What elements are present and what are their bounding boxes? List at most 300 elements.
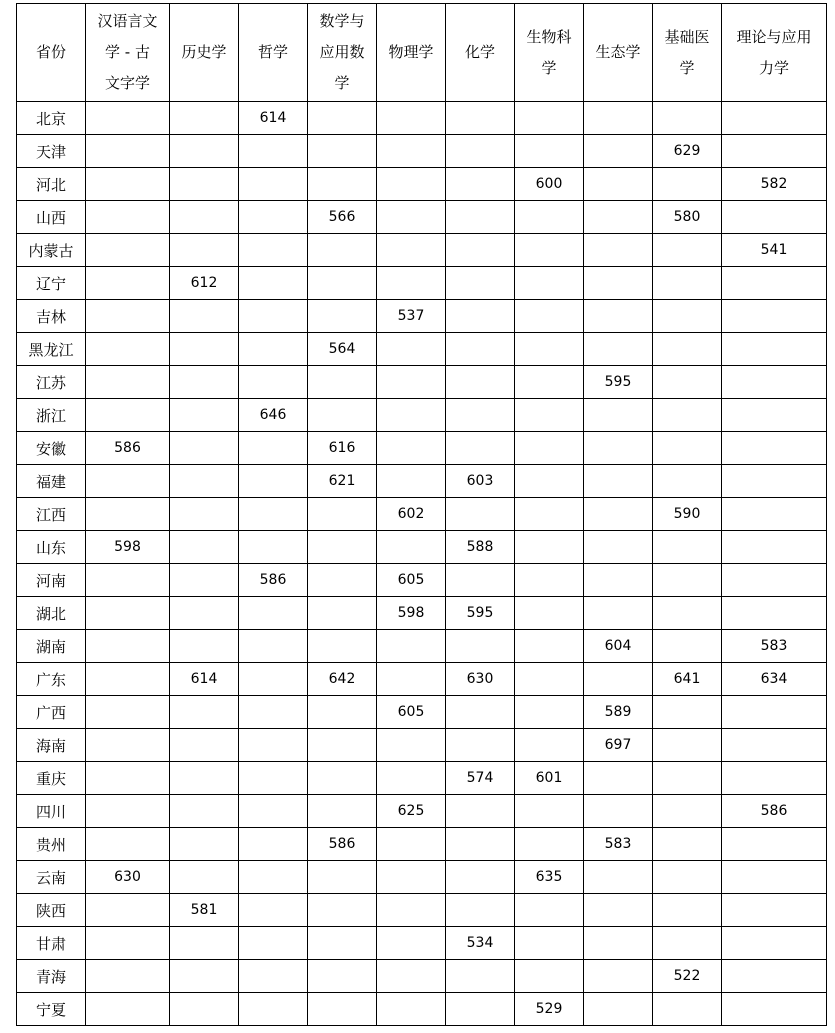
score-cell [515, 498, 584, 531]
score-cell [722, 432, 827, 465]
score-cell: 574 [446, 762, 515, 795]
score-cell: 541 [722, 234, 827, 267]
table-row [17, 630, 827, 663]
province-cell: 广西 [17, 696, 86, 729]
score-cell [377, 729, 446, 762]
score-cell [446, 795, 515, 828]
score-cell [584, 762, 653, 795]
province-cell: 重庆 [17, 762, 86, 795]
score-cell: 595 [446, 597, 515, 630]
score-cell [308, 729, 377, 762]
score-cell [722, 366, 827, 399]
score-cell [308, 366, 377, 399]
header-row [17, 4, 827, 102]
score-cell [446, 960, 515, 993]
score-cell [170, 696, 239, 729]
province-cell: 北京 [17, 102, 86, 135]
score-cell [86, 102, 170, 135]
score-cell [239, 894, 308, 927]
province-cell: 黑龙江 [17, 333, 86, 366]
score-cell [722, 267, 827, 300]
score-cell [653, 333, 722, 366]
score-cell [515, 696, 584, 729]
score-cell [170, 201, 239, 234]
score-cell: 646 [239, 399, 308, 432]
score-cell [515, 960, 584, 993]
table-row [17, 498, 827, 531]
score-cell: 634 [722, 663, 827, 696]
score-cell [170, 102, 239, 135]
score-cell [86, 696, 170, 729]
column-header-line: 学 [334, 74, 350, 92]
score-cell [722, 729, 827, 762]
score-cell [377, 762, 446, 795]
score-cell [86, 366, 170, 399]
score-cell: 598 [377, 597, 446, 630]
score-cell [653, 729, 722, 762]
score-cell [308, 762, 377, 795]
score-cell [239, 267, 308, 300]
score-cell: 601 [515, 762, 584, 795]
score-cell [308, 102, 377, 135]
table-row [17, 168, 827, 201]
score-cell [377, 333, 446, 366]
column-header [170, 4, 239, 102]
score-cell [86, 795, 170, 828]
score-cell: 583 [722, 630, 827, 663]
column-header [86, 4, 170, 102]
score-cell [377, 531, 446, 564]
score-cell [515, 597, 584, 630]
score-cell [170, 135, 239, 168]
score-cell [86, 399, 170, 432]
score-cell: 583 [584, 828, 653, 861]
province-cell: 河北 [17, 168, 86, 201]
table-row [17, 135, 827, 168]
score-cell: 642 [308, 663, 377, 696]
table-row [17, 993, 827, 1026]
score-cell [377, 630, 446, 663]
column-header-line: 学 [679, 58, 695, 77]
score-cell [239, 531, 308, 564]
score-cell [86, 663, 170, 696]
table-row [17, 762, 827, 795]
table-row [17, 333, 827, 366]
score-cell [377, 894, 446, 927]
score-cell [377, 465, 446, 498]
score-cell [515, 399, 584, 432]
score-cell: 630 [446, 663, 515, 696]
table-row [17, 663, 827, 696]
score-cell [515, 894, 584, 927]
score-cell [239, 960, 308, 993]
column-header [17, 4, 86, 102]
province-cell: 安徽 [17, 432, 86, 465]
column-header-line: 基础医 [664, 27, 710, 46]
table-row [17, 597, 827, 630]
score-cell [308, 960, 377, 993]
score-cell [170, 993, 239, 1026]
column-header-line: 应用数 [319, 43, 365, 61]
column-header [653, 4, 722, 102]
score-cell: 580 [653, 201, 722, 234]
score-cell: 635 [515, 861, 584, 894]
province-cell: 天津 [17, 135, 86, 168]
table-body [17, 102, 827, 1026]
score-cell [377, 927, 446, 960]
score-cell: 590 [653, 498, 722, 531]
province-cell: 湖北 [17, 597, 86, 630]
score-cell [584, 432, 653, 465]
table-row [17, 795, 827, 828]
score-cell [515, 630, 584, 663]
province-cell: 广东 [17, 663, 86, 696]
score-cell [377, 201, 446, 234]
score-cell: 604 [584, 630, 653, 663]
score-cell [515, 795, 584, 828]
score-cell [308, 861, 377, 894]
score-cell [515, 927, 584, 960]
score-cell [722, 531, 827, 564]
score-cell [446, 861, 515, 894]
score-cell: 603 [446, 465, 515, 498]
score-cell [239, 828, 308, 861]
score-cell [308, 300, 377, 333]
score-cell: 595 [584, 366, 653, 399]
score-cell [308, 531, 377, 564]
score-cell: 529 [515, 993, 584, 1026]
province-cell: 贵州 [17, 828, 86, 861]
score-cell: 589 [584, 696, 653, 729]
score-cell [170, 960, 239, 993]
score-cell [653, 531, 722, 564]
score-cell [515, 663, 584, 696]
table-row [17, 531, 827, 564]
score-cell [308, 894, 377, 927]
score-cell [239, 234, 308, 267]
score-cell [170, 234, 239, 267]
score-cell [653, 861, 722, 894]
score-cell [653, 234, 722, 267]
score-cell [377, 663, 446, 696]
score-cell [446, 894, 515, 927]
province-cell: 海南 [17, 729, 86, 762]
score-cell [170, 168, 239, 201]
score-cell [239, 993, 308, 1026]
score-cell [653, 828, 722, 861]
score-cell: 616 [308, 432, 377, 465]
score-cell: 586 [308, 828, 377, 861]
score-cell [308, 630, 377, 663]
score-cell [653, 927, 722, 960]
score-cell [377, 102, 446, 135]
table-row [17, 696, 827, 729]
score-cell: 586 [239, 564, 308, 597]
score-cell [446, 267, 515, 300]
score-cell [584, 333, 653, 366]
score-cell [653, 993, 722, 1026]
score-cell [170, 399, 239, 432]
table-row [17, 300, 827, 333]
score-cell [653, 762, 722, 795]
score-cell [584, 465, 653, 498]
score-cell [515, 531, 584, 564]
score-cell [377, 234, 446, 267]
score-cell [170, 531, 239, 564]
table-row [17, 861, 827, 894]
score-cell [170, 861, 239, 894]
score-cell [86, 894, 170, 927]
score-cell [515, 564, 584, 597]
score-cell [170, 300, 239, 333]
score-cell [515, 828, 584, 861]
score-cell: 522 [653, 960, 722, 993]
score-cell: 588 [446, 531, 515, 564]
score-cell: 537 [377, 300, 446, 333]
score-cell [239, 927, 308, 960]
score-cell [239, 465, 308, 498]
score-cell [446, 729, 515, 762]
score-cell [584, 300, 653, 333]
score-cell [584, 201, 653, 234]
score-cell [239, 201, 308, 234]
score-cell [377, 366, 446, 399]
score-cell [446, 399, 515, 432]
score-cell [653, 168, 722, 201]
table-row [17, 729, 827, 762]
score-cell [239, 729, 308, 762]
score-cell [239, 498, 308, 531]
province-cell: 辽宁 [17, 267, 86, 300]
score-cell [722, 861, 827, 894]
score-cell [515, 729, 584, 762]
score-cell [308, 993, 377, 1026]
score-cell [722, 135, 827, 168]
score-cell [170, 465, 239, 498]
score-cell [446, 366, 515, 399]
province-cell: 江苏 [17, 366, 86, 399]
score-cell: 598 [86, 531, 170, 564]
score-cell [86, 135, 170, 168]
score-cell [722, 762, 827, 795]
score-cell [377, 399, 446, 432]
score-cell [584, 498, 653, 531]
table-row [17, 894, 827, 927]
score-cell [86, 333, 170, 366]
score-cell [584, 267, 653, 300]
table-row [17, 960, 827, 993]
table-row [17, 267, 827, 300]
score-cell [170, 828, 239, 861]
score-cell [86, 300, 170, 333]
score-cell [377, 135, 446, 168]
table-row [17, 366, 827, 399]
score-cell: 586 [722, 795, 827, 828]
score-cell [722, 201, 827, 234]
score-cell [170, 729, 239, 762]
column-header-line: 数学与 [319, 12, 365, 30]
score-cell: 605 [377, 696, 446, 729]
score-cell: 612 [170, 267, 239, 300]
province-cell: 四川 [17, 795, 86, 828]
score-cell [377, 828, 446, 861]
score-cell [239, 795, 308, 828]
score-cell [722, 333, 827, 366]
score-cell [584, 234, 653, 267]
score-cell [584, 135, 653, 168]
score-cell [308, 399, 377, 432]
score-cell [653, 894, 722, 927]
score-cell [86, 960, 170, 993]
score-cell: 697 [584, 729, 653, 762]
score-cell [239, 597, 308, 630]
column-header-line: 学 - 古 [105, 43, 150, 61]
score-cell [515, 465, 584, 498]
province-cell: 福建 [17, 465, 86, 498]
score-cell [239, 366, 308, 399]
table-row [17, 201, 827, 234]
score-cell [722, 465, 827, 498]
score-cell: 630 [86, 861, 170, 894]
score-cell [722, 828, 827, 861]
score-cell [446, 828, 515, 861]
score-cell [446, 993, 515, 1026]
score-cell [377, 960, 446, 993]
score-cell [515, 300, 584, 333]
province-cell: 青海 [17, 960, 86, 993]
score-cell [170, 564, 239, 597]
score-cell [722, 102, 827, 135]
score-cell [653, 102, 722, 135]
score-cell [170, 597, 239, 630]
column-header-line: 学 [541, 58, 557, 77]
score-cell [584, 993, 653, 1026]
column-header-line: 省份 [35, 43, 66, 61]
score-cell [653, 795, 722, 828]
score-cell [86, 630, 170, 663]
score-cell [86, 927, 170, 960]
score-cell [308, 696, 377, 729]
score-cell [86, 762, 170, 795]
score-cell [377, 267, 446, 300]
score-cell: 582 [722, 168, 827, 201]
score-cell: 641 [653, 663, 722, 696]
score-cell: 614 [170, 663, 239, 696]
score-cell [239, 762, 308, 795]
score-cell [377, 993, 446, 1026]
score-cell [170, 795, 239, 828]
table-row [17, 564, 827, 597]
score-cell [239, 630, 308, 663]
score-cell [308, 927, 377, 960]
score-cell [308, 267, 377, 300]
score-cell [308, 498, 377, 531]
score-cell [86, 267, 170, 300]
column-header-line: 生物科 [526, 27, 572, 46]
score-cell [515, 267, 584, 300]
score-cell [515, 135, 584, 168]
score-cell [170, 432, 239, 465]
score-cell: 534 [446, 927, 515, 960]
score-cell [170, 333, 239, 366]
score-cell [170, 630, 239, 663]
province-cell: 云南 [17, 861, 86, 894]
score-cell [446, 234, 515, 267]
score-cell [377, 168, 446, 201]
column-header-line: 化学 [464, 43, 495, 61]
score-cell [653, 366, 722, 399]
score-cell [86, 828, 170, 861]
score-cell: 625 [377, 795, 446, 828]
score-cell [722, 564, 827, 597]
score-cell [86, 168, 170, 201]
table-row [17, 234, 827, 267]
score-cell [584, 894, 653, 927]
score-cell [722, 300, 827, 333]
score-cell [170, 498, 239, 531]
column-header-line: 哲学 [257, 43, 288, 61]
score-cell [446, 201, 515, 234]
score-cell [308, 795, 377, 828]
score-cell [584, 663, 653, 696]
score-cell [308, 597, 377, 630]
column-header-line: 理论与应用 [736, 27, 812, 46]
score-cell [170, 366, 239, 399]
score-cell: 605 [377, 564, 446, 597]
score-cell [86, 498, 170, 531]
column-header [515, 4, 584, 102]
score-cell [584, 531, 653, 564]
province-cell: 江西 [17, 498, 86, 531]
score-cell [653, 696, 722, 729]
column-header-line: 汉语言文 [97, 12, 158, 30]
score-cell [515, 366, 584, 399]
score-cell [722, 927, 827, 960]
province-cell: 内蒙古 [17, 234, 86, 267]
score-cell [653, 597, 722, 630]
score-cell [584, 168, 653, 201]
score-cell: 614 [239, 102, 308, 135]
province-cell: 山西 [17, 201, 86, 234]
province-cell: 吉林 [17, 300, 86, 333]
score-cell [86, 234, 170, 267]
score-cell [239, 432, 308, 465]
score-cell [239, 696, 308, 729]
score-cell [722, 399, 827, 432]
score-cell [446, 564, 515, 597]
score-cell [170, 762, 239, 795]
score-cell [653, 465, 722, 498]
score-cell [446, 135, 515, 168]
score-cell [239, 135, 308, 168]
province-cell: 湖南 [17, 630, 86, 663]
column-header [722, 4, 827, 102]
score-cell [446, 696, 515, 729]
score-cell [515, 102, 584, 135]
column-header [584, 4, 653, 102]
column-header-line: 力学 [758, 58, 789, 77]
score-cell [584, 927, 653, 960]
score-cell [722, 894, 827, 927]
table-row [17, 399, 827, 432]
score-cell [722, 696, 827, 729]
table-row [17, 828, 827, 861]
column-header-line: 物理学 [388, 43, 434, 61]
column-header [446, 4, 515, 102]
column-header [308, 4, 377, 102]
score-cell [584, 102, 653, 135]
score-cell [446, 333, 515, 366]
